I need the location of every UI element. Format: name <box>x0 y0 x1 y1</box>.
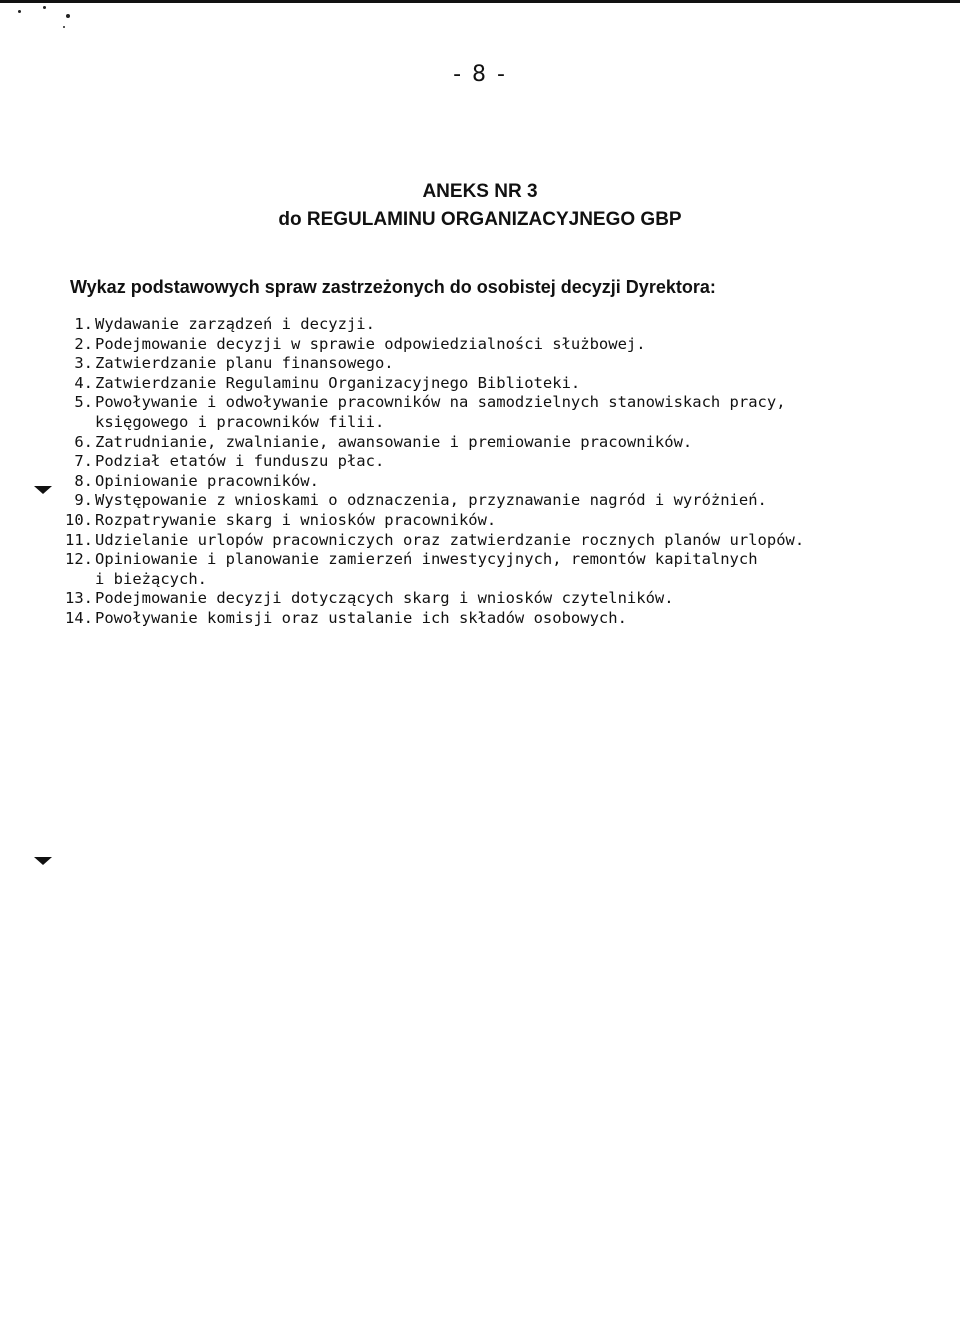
item-text: Zatwierdzanie planu finansowego. <box>95 354 394 373</box>
item-text: Występowanie z wnioskami o odznaczenia, przyznawanie nagród i wyróżnień. <box>95 491 767 510</box>
item-number: 4. <box>74 373 93 392</box>
list-item <box>55 511 915 531</box>
item-number: 11. <box>65 530 93 549</box>
item-text: Opiniowanie pracowników. <box>95 471 319 490</box>
item-number: 6. <box>74 432 93 451</box>
list-item <box>55 452 915 472</box>
list-item <box>55 491 915 511</box>
item-number: 9. <box>74 491 93 510</box>
list-item <box>55 315 915 335</box>
list-item <box>55 531 915 551</box>
item-number: 8. <box>74 471 93 490</box>
item-text: Podejmowanie decyzji dotyczących skarg i wniosków czytelników. <box>95 589 674 608</box>
item-text: Zatwierdzanie Regulaminu Organizacyjnego Biblioteki. <box>95 373 581 392</box>
list-item <box>55 609 915 629</box>
item-number: 7. <box>74 452 93 471</box>
list-item <box>55 335 915 355</box>
item-text: Powoływanie i odwoływanie pracowników na samodzielnych stanowiskach pracy, księgowego i pracowników filii. <box>95 393 786 431</box>
list-item <box>55 589 915 609</box>
annex-title: ANEKS NR 3 <box>422 181 538 202</box>
duties-list <box>55 315 915 629</box>
item-number: 13. <box>65 589 93 608</box>
list-item <box>55 433 915 453</box>
top-edge-rule <box>0 0 960 3</box>
item-text: Rozpatrywanie skarg i wniosków pracowników. <box>95 510 497 529</box>
scan-speckle <box>18 10 21 13</box>
item-number: 5. <box>74 393 93 412</box>
item-number: 2. <box>74 334 93 353</box>
scan-speckle <box>43 6 46 9</box>
item-text: Podział etatów i funduszu płac. <box>95 452 385 471</box>
list-item <box>55 472 915 492</box>
item-number: 12. <box>65 550 93 569</box>
item-number: 1. <box>74 315 93 333</box>
scan-speckle <box>63 26 65 28</box>
item-text: Opiniowanie i planowanie zamierzeń inwestycyjnych, remontów kapitalnych i bieżących. <box>95 550 758 588</box>
annex-subtitle: do REGULAMINU ORGANIZACYJNEGO GBP <box>278 209 682 230</box>
margin-punch-mark-icon <box>34 857 52 865</box>
item-text: Powoływanie komisji oraz ustalanie ich składów osobowych. <box>95 608 627 627</box>
margin-punch-mark-icon <box>34 486 52 494</box>
page-number: - 8 - <box>453 62 507 87</box>
item-number: 14. <box>65 608 93 627</box>
item-text: Podejmowanie decyzji w sprawie odpowiedzialności służbowej. <box>95 334 646 353</box>
list-item <box>55 550 915 589</box>
item-text: Wydawanie zarządzeń i decyzji. <box>95 315 375 333</box>
item-number: 3. <box>74 354 93 373</box>
scan-speckle <box>66 14 70 18</box>
item-text: Zatrudnianie, zwalnianie, awansowanie i premiowanie pracowników. <box>95 432 693 451</box>
list-item <box>55 374 915 394</box>
list-item <box>55 393 915 432</box>
intro-heading: Wykaz podstawowych spraw zastrzeżonych do osobistej decyzji Dyrektora: <box>70 277 716 297</box>
item-text: Udzielanie urlopów pracowniczych oraz zatwierdzanie rocznych planów urlopów. <box>95 530 805 549</box>
list-item <box>55 354 915 374</box>
item-number: 10. <box>65 510 93 529</box>
